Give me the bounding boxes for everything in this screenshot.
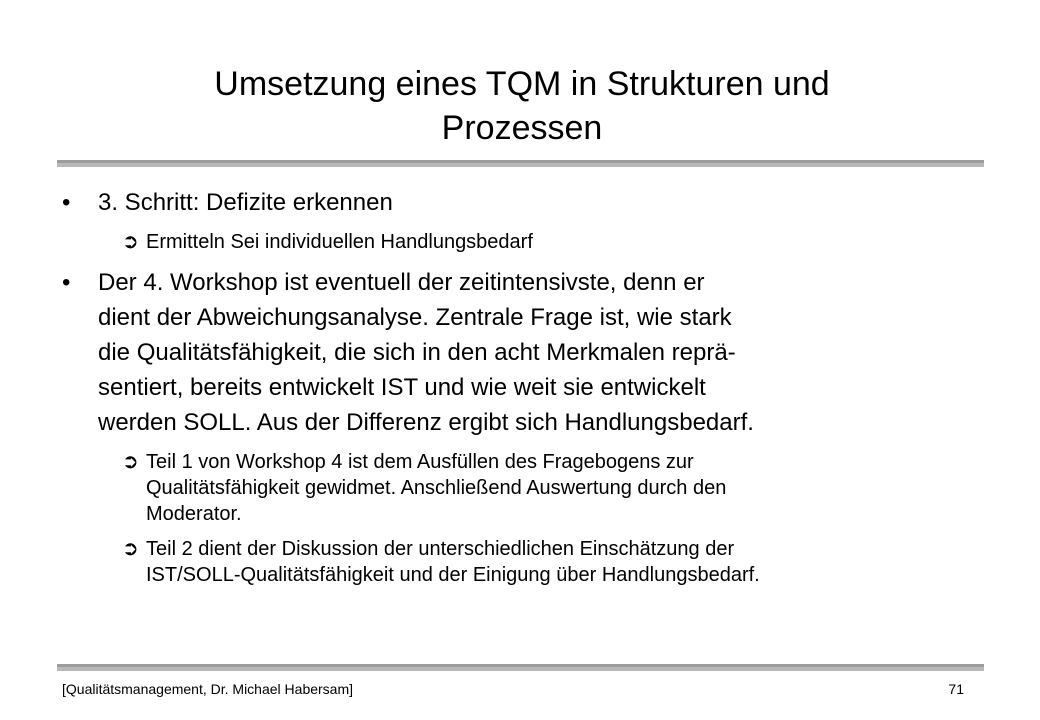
bullet-text: 3. Schritt: Defizite erkennen (98, 189, 393, 216)
bullet-dot: • (62, 189, 71, 216)
arrow-icon: ➲ (122, 231, 139, 253)
slide-body (62, 185, 992, 588)
arrow-icon: ➲ (122, 538, 139, 560)
bullet-dot: • (62, 269, 71, 296)
arrow-icon: ➲ (122, 451, 139, 473)
sub-bullet-text-line: IST/SOLL-Qualitätsfähigkeit und der Einigung über Handlungsbedarf. (146, 564, 760, 586)
bullet-workshop-4 (62, 265, 992, 440)
sub-bullet-teil-1 (62, 449, 992, 527)
sub-bullet-text-line: Teil 2 dient der Diskussion der unterschiedlichen Einschätzung der (146, 538, 735, 560)
bullet-text-line: sentiert, bereits entwickelt IST und wie weit sie entwickelt (98, 374, 706, 401)
title-divider (57, 160, 984, 167)
bullet-text-line: die Qualitätsfähigkeit, die sich in den acht Merkmalen reprä- (98, 339, 736, 366)
sub-bullet-text-line: Moderator. (146, 503, 242, 525)
bullet-text-line: werden SOLL. Aus der Differenz ergibt sich Handlungsbedarf. (98, 409, 754, 436)
sub-bullet-text-line: Teil 1 von Workshop 4 ist dem Ausfüllen des Fragebogens zur (146, 451, 694, 473)
slide-title-line-2: Prozessen (441, 109, 603, 147)
slide-title-line-1: Umsetzung eines TQM in Strukturen und (214, 65, 830, 103)
sub-bullet-text-line: Qualitätsfähigkeit gewidmet. Anschließend Auswertung durch den (146, 477, 727, 499)
bullet-step-3 (62, 185, 992, 220)
slide-title (60, 62, 984, 150)
sub-bullet-text: Ermitteln Sei individuellen Handlungsbedarf (146, 231, 533, 253)
sub-bullet-handlungsbedarf (62, 229, 992, 255)
footer-source: [Qualitätsmanagement, Dr. Michael Habersam] (62, 681, 354, 697)
page-number: 71 (948, 681, 964, 697)
bullet-text-line: dient der Abweichungsanalyse. Zentrale Frage ist, wie stark (98, 304, 732, 331)
footer-divider (57, 664, 984, 671)
sub-bullet-teil-2 (62, 536, 992, 588)
bullet-text-line: Der 4. Workshop ist eventuell der zeitintensivste, denn er (98, 269, 705, 296)
